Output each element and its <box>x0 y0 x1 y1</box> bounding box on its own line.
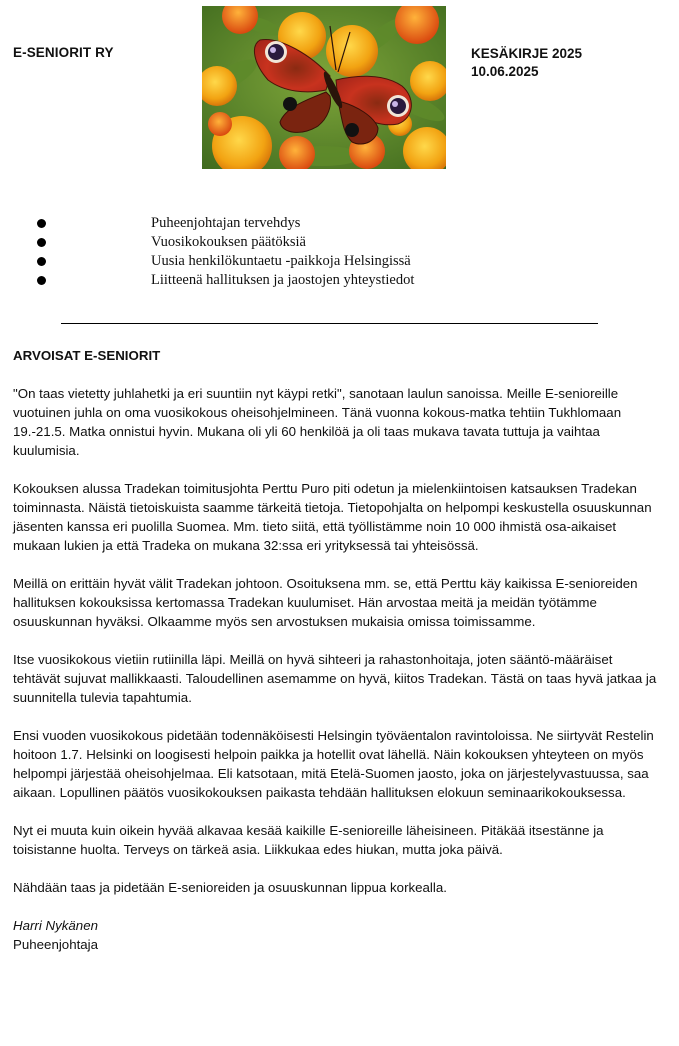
signature-title: Puheenjohtaja <box>13 937 99 952</box>
list-item <box>0 214 679 233</box>
paragraph: Meillä on erittäin hyvät välit Tradekan johtoon. Osoituksena mm. se, että Perttu käy kaikissa E-senioreiden hallituksen kokouksissa kertomassa Tradekan kuulumiset. Hän arvostaa meitä ja meidän työtämme osuuskunnan hyväksi. Olkaamme myös sen arvostuksen mukaisia omissa toimissamme. <box>13 576 638 629</box>
bullet-dot-icon <box>37 238 46 247</box>
list-item-text: Uusia henkilökuntaetu -paikkoja Helsingissä <box>151 253 411 269</box>
paragraph: Ensi vuoden vuosikokous pidetään todennäköisesti Helsingin työväentalon ravintoloissa. Ne siirtyvät Restelin hoitoon 1.7. Helsinki on loogisesti helpoin paikka ja hotellit ovat lähellä. Näin kokouksen yhteyteen on myös helpompi järjestää oheisohjelmaa. Eli katsotaan, mitä Etelä-Suomen jaosto, joka on järjestelyvastuussa, saa aikaan. Lopullinen päätös vuosikokouksen paikasta tehdään hallituksen elokuun seminaarikokouksessa. <box>13 728 654 800</box>
list-item <box>0 271 679 290</box>
paragraph: Nähdään taas ja pidetään E-senioreiden ja osuuskunnan lippua korkealla. <box>13 880 447 895</box>
bullet-dot-icon <box>37 257 46 266</box>
list-item <box>0 233 679 252</box>
list-item-text: Puheenjohtajan tervehdys <box>151 215 301 231</box>
bullet-dot-icon <box>37 219 46 228</box>
signature-name: Harri Nykänen <box>13 918 98 933</box>
article-body <box>13 346 663 954</box>
article-heading: ARVOISAT E-SENIORIT <box>13 348 161 363</box>
paragraph: Itse vuosikokous vietiin rutiinilla läpi. Meillä on hyvä sihteeri ja rahastonhoitaja, joten sääntö-määräiset tehtävät sujuvat mallikkaasti. Taloudellinen asemamme on hyvä, kiitos Tradekan. Tästä on taas hyvä jatkaa ja suunnitella tulevia tapahtumia. <box>13 652 657 705</box>
list-item <box>0 252 679 271</box>
paragraph: Nyt ei muuta kuin oikein hyvää alkavaa kesää kaikille E-senioreille läheisineen. Pitäkää itsestänne ja toisistanne huolta. Terveys on tärkeä asia. Liikkukaa edes hiukan, mutta joka päivä. <box>13 823 604 857</box>
newsletter-date: 10.06.2025 <box>471 64 539 79</box>
butterfly-on-marigolds-image <box>202 6 446 169</box>
bullet-dot-icon <box>37 276 46 285</box>
organization-name: E-SENIORIT RY <box>13 45 114 60</box>
paragraph: Kokouksen alussa Tradekan toimitusjohta Perttu Puro piti odetun ja mielenkiintoisen katsauksen Tradekan toiminnasta. Näistä tietoiskuista saamme tärkeitä tietoja. Tietopohjalta on helpompi keskustella osuuskunnan jäsenten kanssa eri puolilla Suomea. Mm. tieto siitä, että työllistämme noin 10 000 ihmistä osa-aikaiset mukaan lukien ja että Tradeka on mukana 32:ssa eri yrityksessä tai yhteisössä. <box>13 481 652 553</box>
butterfly-photo <box>202 6 446 169</box>
contents-list <box>0 214 679 290</box>
list-item-text: Vuosikokouksen päätöksiä <box>151 234 306 250</box>
list-item-text: Liitteenä hallituksen ja jaostojen yhteystiedot <box>151 272 415 288</box>
newsletter-title: KESÄKIRJE 2025 <box>471 46 583 61</box>
paragraph: "On taas vietetty juhlahetki ja eri suuntiin nyt käypi retki", sanotaan laulun sanoissa. Meille E-senioreille vuotuinen juhla on oma vuosikokous oheisohjelmineen. Tänä vuonna kokous-matka tehtiin Tukhlomaan 19.-21.5. Matka onnistui hyvin. Mukana oli yli 60 henkilöä ja oli taas mukava tavata tuttuja ja vaihtaa kuulumisia. <box>13 386 622 458</box>
horizontal-divider <box>61 323 598 324</box>
newsletter-header <box>471 45 582 81</box>
